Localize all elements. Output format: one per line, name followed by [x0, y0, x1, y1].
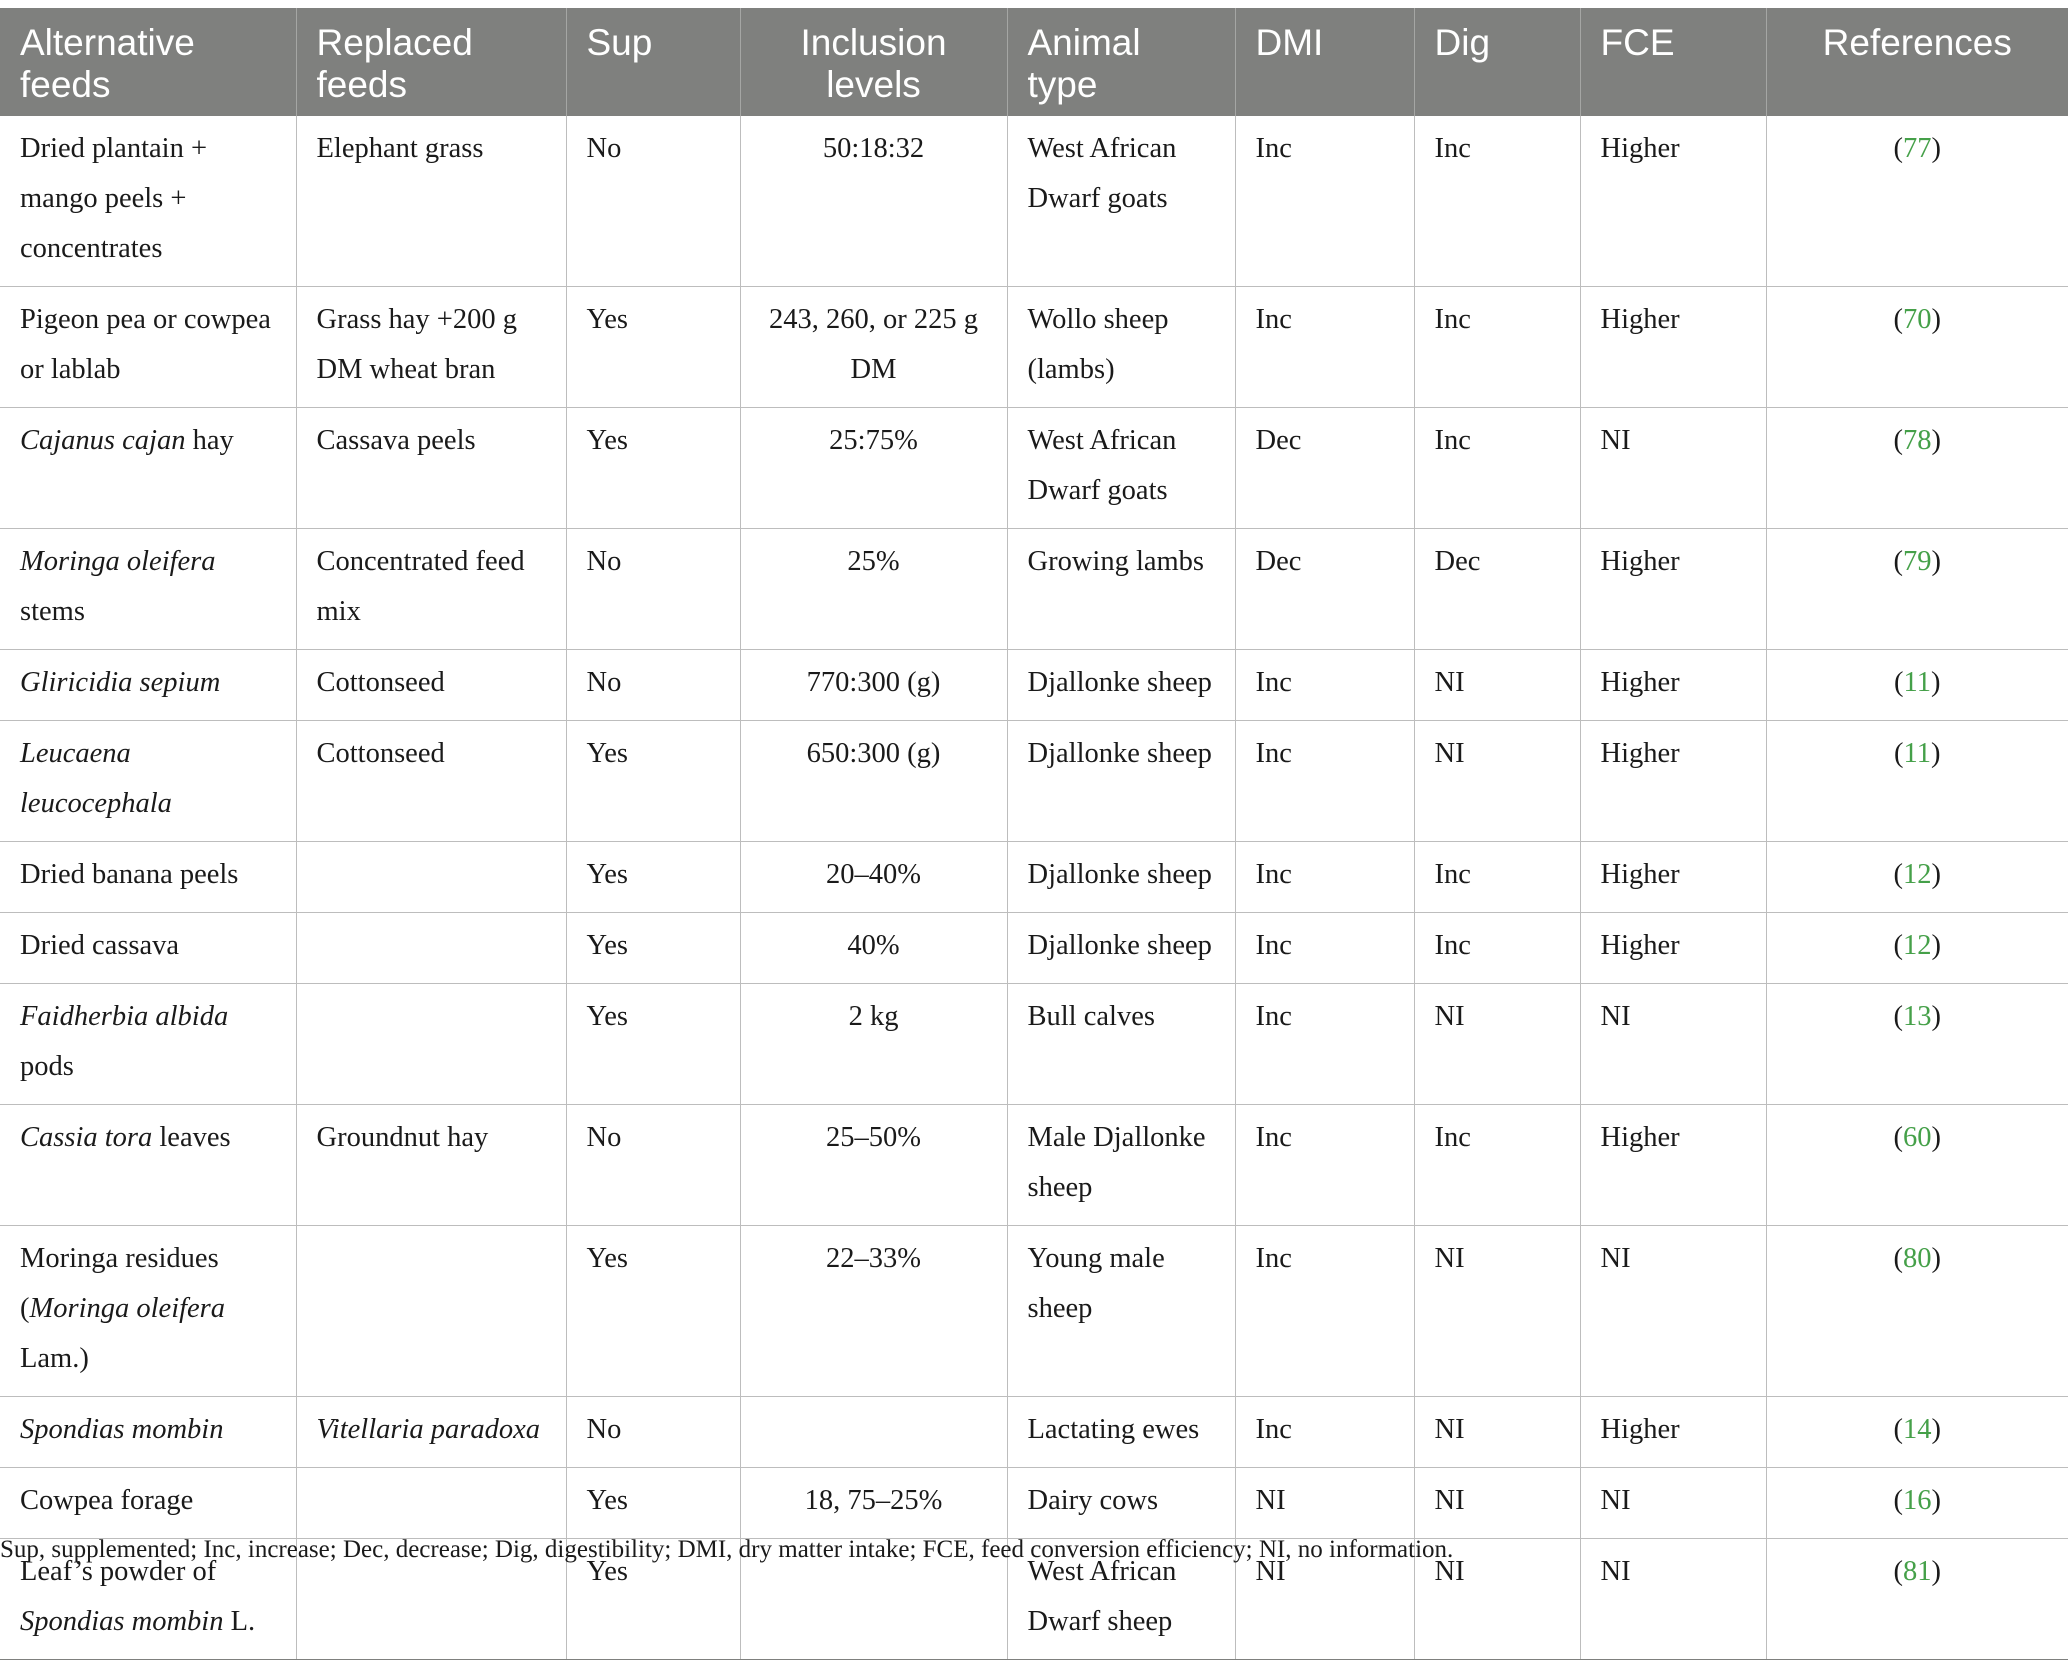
- cell-inclusion-level: 22–33%: [740, 1226, 1007, 1397]
- cell-animal-type: Lactating ewes: [1007, 1397, 1235, 1468]
- cell-fce: Higher: [1580, 842, 1766, 913]
- reference-link[interactable]: 77: [1903, 133, 1932, 164]
- cell-animal-type: West African Dwarf goats: [1007, 116, 1235, 287]
- header-inclusion-levels: Inclusion levels: [740, 8, 1007, 116]
- cell-animal-type: Djallonke sheep: [1007, 650, 1235, 721]
- cell-alternative-feed: [0, 1105, 296, 1226]
- cell-sup: No: [566, 1105, 740, 1226]
- feed-name-text: hay: [185, 425, 234, 456]
- feed-name-text: Moringa residues (: [20, 1243, 219, 1324]
- cell-inclusion-level: 25–50%: [740, 1105, 1007, 1226]
- species-name: Gliricidia sepium: [20, 667, 221, 698]
- cell-reference: (11): [1766, 650, 2068, 721]
- reference-link[interactable]: 14: [1903, 1414, 1932, 1445]
- cell-animal-type: Djallonke sheep: [1007, 721, 1235, 842]
- table-row: [0, 1397, 2068, 1468]
- header-dmi: DMI: [1235, 8, 1414, 116]
- feed-name-text: Lam.): [20, 1343, 89, 1374]
- cell-animal-type: Djallonke sheep: [1007, 842, 1235, 913]
- cell-alternative-feed: [0, 721, 296, 842]
- species-name: Moringa oleifera: [29, 1293, 226, 1324]
- cell-dmi: Inc: [1235, 842, 1414, 913]
- cell-fce: NI: [1580, 1468, 1766, 1539]
- cell-replaced-feed: Grass hay +200 g DM wheat bran: [296, 287, 566, 408]
- feed-name-text: pods: [20, 1051, 74, 1082]
- cell-inclusion-level: 650:300 (g): [740, 721, 1007, 842]
- feed-name-text: Leaf’s powder of: [20, 1556, 217, 1587]
- table-row: [0, 287, 2068, 408]
- cell-replaced-feed: [296, 913, 566, 984]
- species-name: Leucaena leucocephala: [20, 738, 172, 819]
- cell-dig: NI: [1414, 650, 1580, 721]
- table-row: [0, 116, 2068, 287]
- cell-sup: No: [566, 1397, 740, 1468]
- cell-alternative-feed: [0, 1397, 296, 1468]
- cell-replaced-feed: Cottonseed: [296, 721, 566, 842]
- cell-sup: No: [566, 529, 740, 650]
- cell-dig: NI: [1414, 721, 1580, 842]
- table-row: [0, 913, 2068, 984]
- reference-link[interactable]: 81: [1903, 1556, 1932, 1587]
- header-animal-type: Animal type: [1007, 8, 1235, 116]
- header-row: [0, 8, 2068, 116]
- header-alternative-feeds: Alternative feeds: [0, 8, 296, 116]
- cell-fce: Higher: [1580, 1105, 1766, 1226]
- cell-sup: Yes: [566, 842, 740, 913]
- cell-inclusion-level: 25%: [740, 529, 1007, 650]
- cell-sup: Yes: [566, 408, 740, 529]
- cell-replaced-feed: Concentrated feed mix: [296, 529, 566, 650]
- cell-inclusion-level: 40%: [740, 913, 1007, 984]
- cell-dmi: Inc: [1235, 1105, 1414, 1226]
- species-name: Cajanus cajan: [20, 425, 186, 456]
- cell-reference: (13): [1766, 984, 2068, 1105]
- cell-animal-type: Male Djallonke sheep: [1007, 1105, 1235, 1226]
- table-row: [0, 1105, 2068, 1226]
- table-body: [0, 116, 2068, 1660]
- header-fce: FCE: [1580, 8, 1766, 116]
- cell-inclusion-level: 770:300 (g): [740, 650, 1007, 721]
- cell-reference: (78): [1766, 408, 2068, 529]
- cell-dmi: NI: [1235, 1539, 1414, 1660]
- cell-dig: NI: [1414, 1397, 1580, 1468]
- cell-dig: Inc: [1414, 842, 1580, 913]
- cell-replaced-feed: [296, 1397, 566, 1468]
- cell-inclusion-level: 20–40%: [740, 842, 1007, 913]
- header-replaced-feeds: Replaced feeds: [296, 8, 566, 116]
- cell-reference: (12): [1766, 842, 2068, 913]
- table-row: [0, 721, 2068, 842]
- cell-fce: Higher: [1580, 913, 1766, 984]
- species-name: Cassia tora: [20, 1122, 153, 1153]
- species-name: Faidherbia albida: [20, 1001, 229, 1032]
- header-dig: Dig: [1414, 8, 1580, 116]
- cell-fce: NI: [1580, 1226, 1766, 1397]
- reference-link[interactable]: 13: [1903, 1001, 1932, 1032]
- cell-fce: NI: [1580, 408, 1766, 529]
- cell-replaced-feed: [296, 1226, 566, 1397]
- cell-replaced-feed: [296, 1468, 566, 1539]
- cell-animal-type: Young male sheep: [1007, 1226, 1235, 1397]
- reference-link[interactable]: 11: [1903, 667, 1931, 698]
- cell-sup: Yes: [566, 1226, 740, 1397]
- cell-fce: Higher: [1580, 529, 1766, 650]
- cell-dig: Inc: [1414, 913, 1580, 984]
- cell-sup: Yes: [566, 1468, 740, 1539]
- cell-alternative-feed: [0, 650, 296, 721]
- cell-reference: (60): [1766, 1105, 2068, 1226]
- table-row: [0, 1468, 2068, 1539]
- cell-dmi: Inc: [1235, 1397, 1414, 1468]
- cell-fce: Higher: [1580, 287, 1766, 408]
- cell-dig: NI: [1414, 1468, 1580, 1539]
- header-sup: Sup: [566, 8, 740, 116]
- reference-link[interactable]: 80: [1903, 1243, 1932, 1274]
- cell-fce: Higher: [1580, 721, 1766, 842]
- cell-dig: Inc: [1414, 408, 1580, 529]
- cell-dig: NI: [1414, 1539, 1580, 1660]
- reference-link[interactable]: 16: [1903, 1485, 1932, 1516]
- cell-alternative-feed: Dried banana peels: [0, 842, 296, 913]
- cell-animal-type: Bull calves: [1007, 984, 1235, 1105]
- table-row: [0, 984, 2068, 1105]
- cell-fce: Higher: [1580, 116, 1766, 287]
- cell-animal-type: West African Dwarf sheep: [1007, 1539, 1235, 1660]
- cell-reference: (12): [1766, 913, 2068, 984]
- cell-reference: (16): [1766, 1468, 2068, 1539]
- table-row: [0, 650, 2068, 721]
- cell-animal-type: Djallonke sheep: [1007, 913, 1235, 984]
- cell-fce: Higher: [1580, 1397, 1766, 1468]
- species-name: Spondias mombin: [20, 1606, 224, 1637]
- cell-inclusion-level: 243, 260, or 225 g DM: [740, 287, 1007, 408]
- reference-link[interactable]: 12: [1903, 859, 1932, 890]
- table-footnote: Sup, supplemented; Inc, increase; Dec, decrease; Dig, digestibility; DMI, dry matter intake; FCE, feed conversion efficiency; NI, no information.: [0, 1536, 1454, 1563]
- cell-replaced-feed: Cassava peels: [296, 408, 566, 529]
- cell-animal-type: Dairy cows: [1007, 1468, 1235, 1539]
- cell-alternative-feed: [0, 984, 296, 1105]
- cell-dmi: Dec: [1235, 529, 1414, 650]
- cell-dig: Inc: [1414, 116, 1580, 287]
- cell-inclusion-level: 25:75%: [740, 408, 1007, 529]
- feed-name-text: leaves: [152, 1122, 231, 1153]
- cell-alternative-feed: Cowpea forage: [0, 1468, 296, 1539]
- reference-link[interactable]: 12: [1903, 930, 1932, 961]
- cell-dmi: Inc: [1235, 721, 1414, 842]
- cell-replaced-feed: [296, 984, 566, 1105]
- cell-sup: Yes: [566, 721, 740, 842]
- cell-reference: (81): [1766, 1539, 2068, 1660]
- cell-inclusion-level: 18, 75–25%: [740, 1468, 1007, 1539]
- table-row: [0, 842, 2068, 913]
- cell-dig: NI: [1414, 984, 1580, 1105]
- cell-sup: No: [566, 116, 740, 287]
- cell-replaced-feed: [296, 842, 566, 913]
- cell-reference: (70): [1766, 287, 2068, 408]
- cell-fce: Higher: [1580, 650, 1766, 721]
- reference-link[interactable]: 60: [1903, 1122, 1932, 1153]
- cell-reference: (11): [1766, 721, 2068, 842]
- cell-sup: Yes: [566, 1539, 740, 1660]
- cell-sup: Yes: [566, 913, 740, 984]
- cell-dmi: Inc: [1235, 287, 1414, 408]
- cell-dig: Inc: [1414, 287, 1580, 408]
- table-row: [0, 408, 2068, 529]
- cell-inclusion-level: 2 kg: [740, 984, 1007, 1105]
- cell-inclusion-level: 50:18:32: [740, 116, 1007, 287]
- cell-inclusion-level: [740, 1397, 1007, 1468]
- cell-dmi: Dec: [1235, 408, 1414, 529]
- reference-link[interactable]: 79: [1903, 546, 1932, 577]
- cell-dig: NI: [1414, 1226, 1580, 1397]
- species-name: Moringa oleifera: [20, 546, 216, 577]
- cell-dig: Inc: [1414, 1105, 1580, 1226]
- feed-name-text: L.: [223, 1606, 256, 1637]
- cell-reference: (14): [1766, 1397, 2068, 1468]
- feeds-table: [0, 8, 2068, 1660]
- cell-replaced-feed: Elephant grass: [296, 116, 566, 287]
- table-row: [0, 529, 2068, 650]
- species-name: Spondias mombin: [20, 1414, 224, 1445]
- cell-alternative-feed: Pigeon pea or cowpea or lablab: [0, 287, 296, 408]
- cell-replaced-feed: Groundnut hay: [296, 1105, 566, 1226]
- species-name: Vitellaria paradoxa: [316, 1414, 540, 1445]
- reference-link[interactable]: 78: [1903, 425, 1932, 456]
- reference-link[interactable]: 70: [1903, 304, 1932, 335]
- reference-link[interactable]: 11: [1903, 738, 1931, 769]
- cell-alternative-feed: [0, 408, 296, 529]
- cell-dmi: Inc: [1235, 984, 1414, 1105]
- cell-alternative-feed: [0, 1226, 296, 1397]
- cell-sup: Yes: [566, 984, 740, 1105]
- cell-animal-type: Wollo sheep (lambs): [1007, 287, 1235, 408]
- cell-dmi: Inc: [1235, 116, 1414, 287]
- cell-sup: Yes: [566, 287, 740, 408]
- cell-fce: NI: [1580, 1539, 1766, 1660]
- cell-dmi: NI: [1235, 1468, 1414, 1539]
- cell-alternative-feed: Dried plantain + mango peels + concentrates: [0, 116, 296, 287]
- cell-reference: (77): [1766, 116, 2068, 287]
- cell-animal-type: West African Dwarf goats: [1007, 408, 1235, 529]
- cell-dmi: Inc: [1235, 1226, 1414, 1397]
- cell-alternative-feed: Dried cassava: [0, 913, 296, 984]
- feed-name-text: stems: [20, 596, 85, 627]
- cell-dig: Dec: [1414, 529, 1580, 650]
- cell-dmi: Inc: [1235, 913, 1414, 984]
- table-row: [0, 1226, 2068, 1397]
- cell-replaced-feed: Cottonseed: [296, 650, 566, 721]
- cell-reference: (79): [1766, 529, 2068, 650]
- cell-animal-type: Growing lambs: [1007, 529, 1235, 650]
- cell-fce: NI: [1580, 984, 1766, 1105]
- cell-alternative-feed: [0, 529, 296, 650]
- header-references: References: [1766, 8, 2068, 116]
- cell-dmi: Inc: [1235, 650, 1414, 721]
- cell-sup: No: [566, 650, 740, 721]
- cell-reference: (80): [1766, 1226, 2068, 1397]
